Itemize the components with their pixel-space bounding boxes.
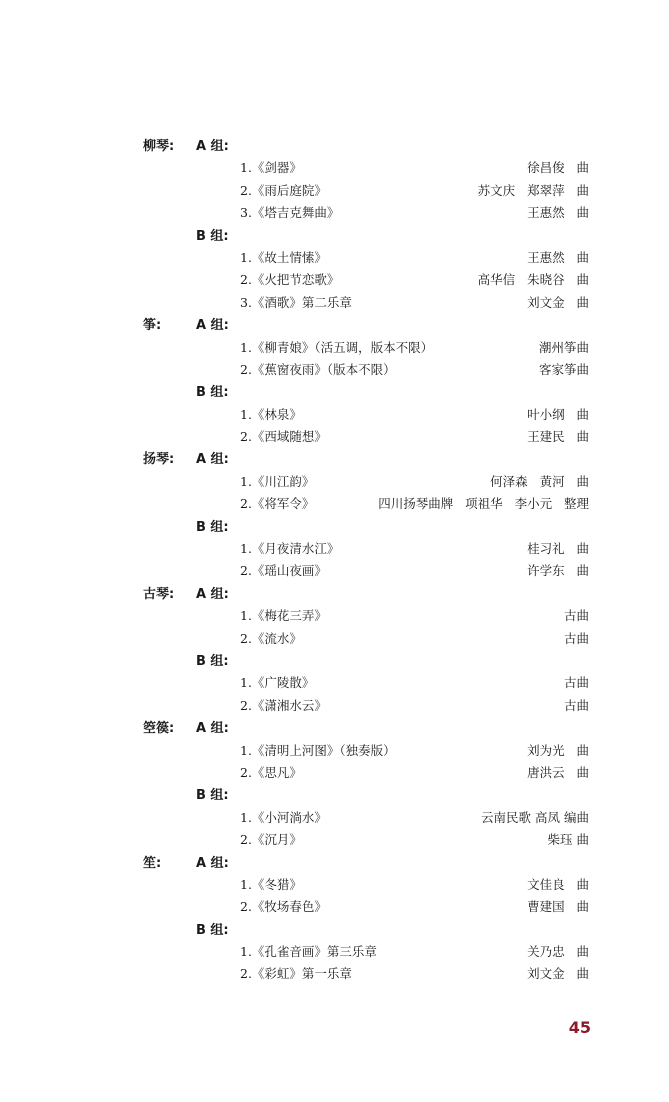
instrument-label: 扬琴: (143, 452, 175, 468)
piece-credit: 古曲 (563, 675, 589, 691)
piece-credit: 云南民歌 高凤 编曲 (481, 809, 589, 825)
piece-credit: 叶小纲 曲 (527, 406, 589, 422)
group-header-row (0, 379, 669, 401)
piece-title: 2.《思凡》 (240, 764, 302, 780)
piece-credit: 文佳良 曲 (527, 876, 589, 892)
piece-title: 1.《梅花三弄》 (240, 608, 327, 624)
piece-credit: 古曲 (563, 608, 589, 624)
instrument-label: 柳琴: (143, 139, 175, 154)
piece-title: 2.《潇湘水云》 (240, 697, 327, 713)
piece-title: 1.《冬猎》 (240, 876, 302, 892)
piece-title: 1.《小河淌水》 (240, 809, 327, 825)
group-header-row (0, 581, 669, 603)
group-label: B 组: (196, 228, 229, 244)
piece-title: 1.《广陵散》 (240, 675, 315, 691)
piece-credit: 关乃忠 曲 (527, 944, 589, 960)
group-label: A 组: (196, 721, 229, 737)
group-header-row (0, 782, 669, 804)
piece-credit: 高华信 朱晓谷 曲 (477, 272, 589, 288)
piece-title: 2.《西域随想》 (240, 429, 327, 445)
piece-credit: 古曲 (563, 630, 589, 646)
piece-row (0, 827, 669, 849)
piece-credit: 四川扬琴曲牌 项祖华 李小元 整理 (378, 496, 589, 512)
piece-row (0, 760, 669, 782)
piece-row (0, 693, 669, 715)
group-label: B 组: (196, 922, 229, 938)
piece-credit: 曹建国 曲 (527, 899, 589, 915)
piece-row (0, 536, 669, 558)
instrument-label: 笙: (143, 855, 162, 871)
piece-title: 1.《月夜清水江》 (240, 541, 340, 557)
group-header-row (0, 446, 669, 468)
piece-title: 2.《火把节恋歌》 (240, 272, 340, 288)
piece-credit: 刘文金 曲 (527, 294, 589, 310)
piece-credit: 王建民 曲 (527, 429, 589, 445)
group-label: B 组: (196, 385, 229, 401)
piece-title: 1.《林泉》 (240, 406, 302, 422)
group-header-row (0, 917, 669, 939)
piece-credit: 刘为光 曲 (527, 742, 589, 758)
piece-row (0, 894, 669, 916)
piece-credit: 何泽森 黄河 曲 (490, 473, 589, 489)
piece-title: 3.《酒歌》第二乐章 (240, 294, 352, 310)
group-label: B 组: (196, 519, 229, 535)
piece-credit: 王惠然 曲 (527, 205, 589, 221)
repertoire-list (0, 133, 669, 984)
piece-row (0, 626, 669, 648)
instrument-label: 箜篌: (143, 721, 175, 737)
group-header-row (0, 715, 669, 737)
piece-title: 2.《将军令》 (240, 496, 315, 512)
piece-row (0, 738, 669, 760)
piece-title: 1.《川江韵》 (240, 473, 315, 489)
piece-credit: 苏文庆 郑翠萍 曲 (477, 182, 589, 198)
piece-credit: 徐昌俊 曲 (527, 160, 589, 176)
piece-title: 1.《柳青娘》（活五调，版本不限） (240, 339, 434, 355)
group-label: A 组: (196, 139, 229, 154)
piece-row (0, 178, 669, 200)
piece-row (0, 939, 669, 961)
group-header-row (0, 133, 669, 155)
piece-credit: 柴珏 曲 (547, 832, 589, 848)
piece-title: 2.《流水》 (240, 630, 302, 646)
group-label: A 组: (196, 855, 229, 871)
piece-title: 2.《雨后庭院》 (240, 182, 327, 198)
piece-row (0, 961, 669, 983)
group-label: A 组: (196, 318, 229, 334)
group-label: B 组: (196, 788, 229, 804)
piece-row (0, 290, 669, 312)
piece-row (0, 335, 669, 357)
piece-row (0, 469, 669, 491)
piece-title: 1.《故土情愫》 (240, 249, 327, 265)
group-header-row (0, 223, 669, 245)
piece-credit: 王惠然 曲 (527, 249, 589, 265)
piece-title: 1.《孔雀音画》第三乐章 (240, 944, 377, 960)
page-number: 45 (568, 1018, 591, 1037)
piece-credit: 古曲 (563, 697, 589, 713)
group-label: A 组: (196, 452, 229, 468)
piece-title: 3.《塔吉克舞曲》 (240, 205, 340, 221)
piece-row (0, 155, 669, 177)
piece-row (0, 603, 669, 625)
piece-row (0, 200, 669, 222)
piece-row (0, 402, 669, 424)
group-header-row (0, 850, 669, 872)
group-header-row (0, 312, 669, 334)
piece-credit: 客家筝曲 (538, 361, 589, 377)
instrument-label: 古琴: (143, 586, 175, 602)
piece-title: 1.《清明上河图》（独奏版） (240, 742, 396, 758)
group-label: A 组: (196, 586, 229, 602)
piece-row (0, 805, 669, 827)
piece-row (0, 245, 669, 267)
group-label: B 组: (196, 653, 229, 669)
piece-row (0, 357, 669, 379)
piece-row (0, 267, 669, 289)
piece-credit: 许学东 曲 (527, 563, 589, 579)
piece-title: 2.《瑶山夜画》 (240, 563, 327, 579)
piece-row (0, 491, 669, 513)
piece-credit: 桂习礼 曲 (527, 541, 589, 557)
group-header-row (0, 648, 669, 670)
instrument-label: 筝: (143, 318, 162, 334)
piece-title: 2.《蕉窗夜雨》（版本不限） (240, 361, 396, 377)
piece-title: 1.《剑器》 (240, 160, 302, 176)
piece-row (0, 872, 669, 894)
piece-credit: 唐洪云 曲 (527, 764, 589, 780)
piece-row (0, 558, 669, 580)
piece-row (0, 670, 669, 692)
piece-row (0, 424, 669, 446)
piece-credit: 刘文金 曲 (527, 966, 589, 982)
group-header-row (0, 514, 669, 536)
piece-title: 2.《沉月》 (240, 832, 302, 848)
piece-title: 2.《牧场春色》 (240, 899, 327, 915)
piece-credit: 潮州筝曲 (538, 339, 589, 355)
piece-title: 2.《彩虹》第一乐章 (240, 966, 352, 982)
